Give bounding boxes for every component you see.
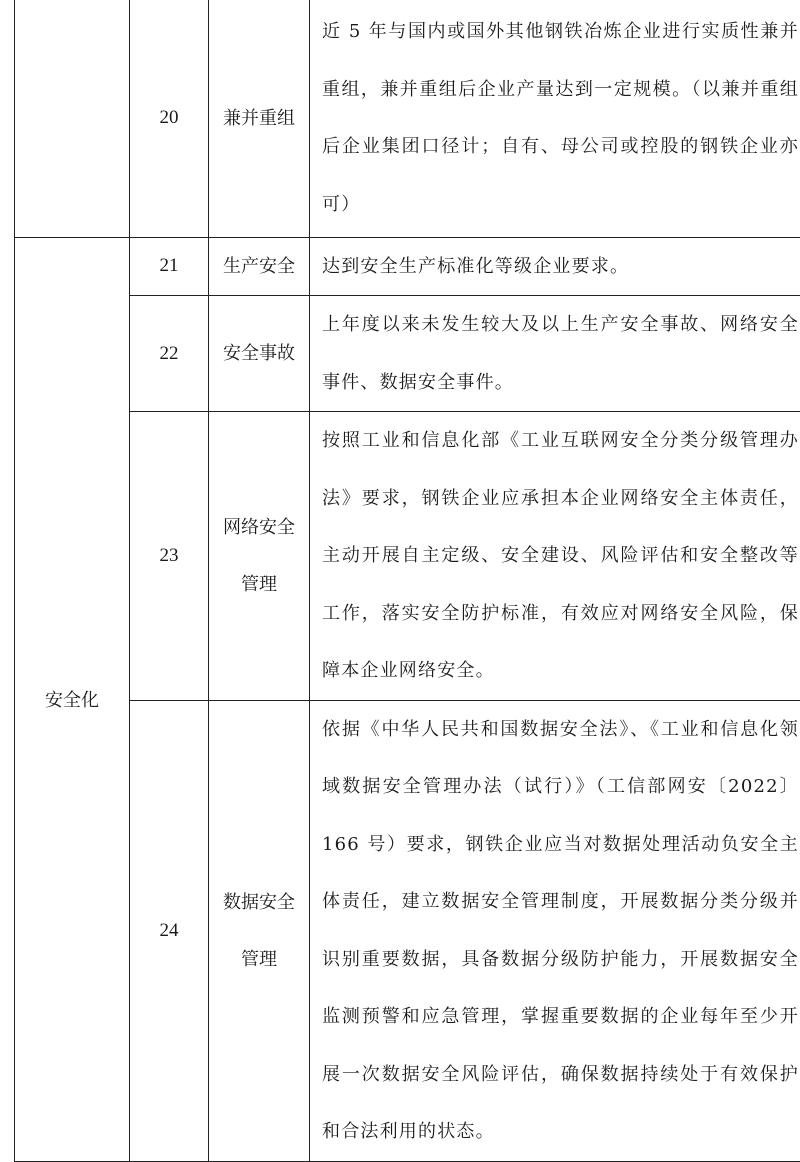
row-number: 20 — [130, 0, 209, 237]
table-row — [15, 412, 800, 701]
indicator-description: 近 5 年与国内或国外其他钢铁冶炼企业进行实质性兼并重组，兼并重组后企业产量达到一定规模。（以兼并重组后企业集团口径计；自有、母公司或控股的钢铁企业亦可） — [310, 0, 800, 237]
indicator-description: 达到安全生产标准化等级企业要求。 — [310, 237, 800, 296]
table-row — [15, 296, 800, 412]
row-number: 24 — [130, 700, 209, 1161]
indicator-table — [14, 0, 800, 1162]
category-cell-empty — [15, 0, 130, 237]
table-row — [15, 237, 800, 296]
indicator-name: 兼并重组 — [209, 0, 310, 237]
indicator-description: 依据《中华人民共和国数据安全法》、《工业和信息化领域数据安全管理办法（试行）》（工信部网安〔2022〕166 号）要求，钢铁企业应当对数据处理活动负安全主体责任，建立数据安全管理制度，开展数据分类分级并识别重要数据，具备数据分级防护能力，开展数据安全监测预警和应急管理，掌握重要数据的企业每年至少开展一次数据安全风险评估，确保数据持续处于有效保护和合法利用的状态。 — [310, 700, 800, 1161]
row-number: 21 — [130, 237, 209, 296]
indicator-name: 数据安全 管理 — [209, 700, 310, 1161]
indicator-description: 按照工业和信息化部《工业互联网安全分类分级管理办法》要求，钢铁企业应承担本企业网络安全主体责任，主动开展自主定级、安全建设、风险评估和安全整改等工作，落实安全防护标准，有效应对网络安全风险，保障本企业网络安全。 — [310, 412, 800, 701]
category-cell: 安全化 — [15, 237, 130, 1161]
indicator-name: 网络安全 管理 — [209, 412, 310, 701]
row-number: 22 — [130, 296, 209, 412]
indicator-description: 上年度以来未发生较大及以上生产安全事故、网络安全事件、数据安全事件。 — [310, 296, 800, 412]
indicator-name: 生产安全 — [209, 237, 310, 296]
row-number: 23 — [130, 412, 209, 701]
indicator-name: 安全事故 — [209, 296, 310, 412]
table-row — [15, 0, 800, 237]
table-row — [15, 700, 800, 1161]
